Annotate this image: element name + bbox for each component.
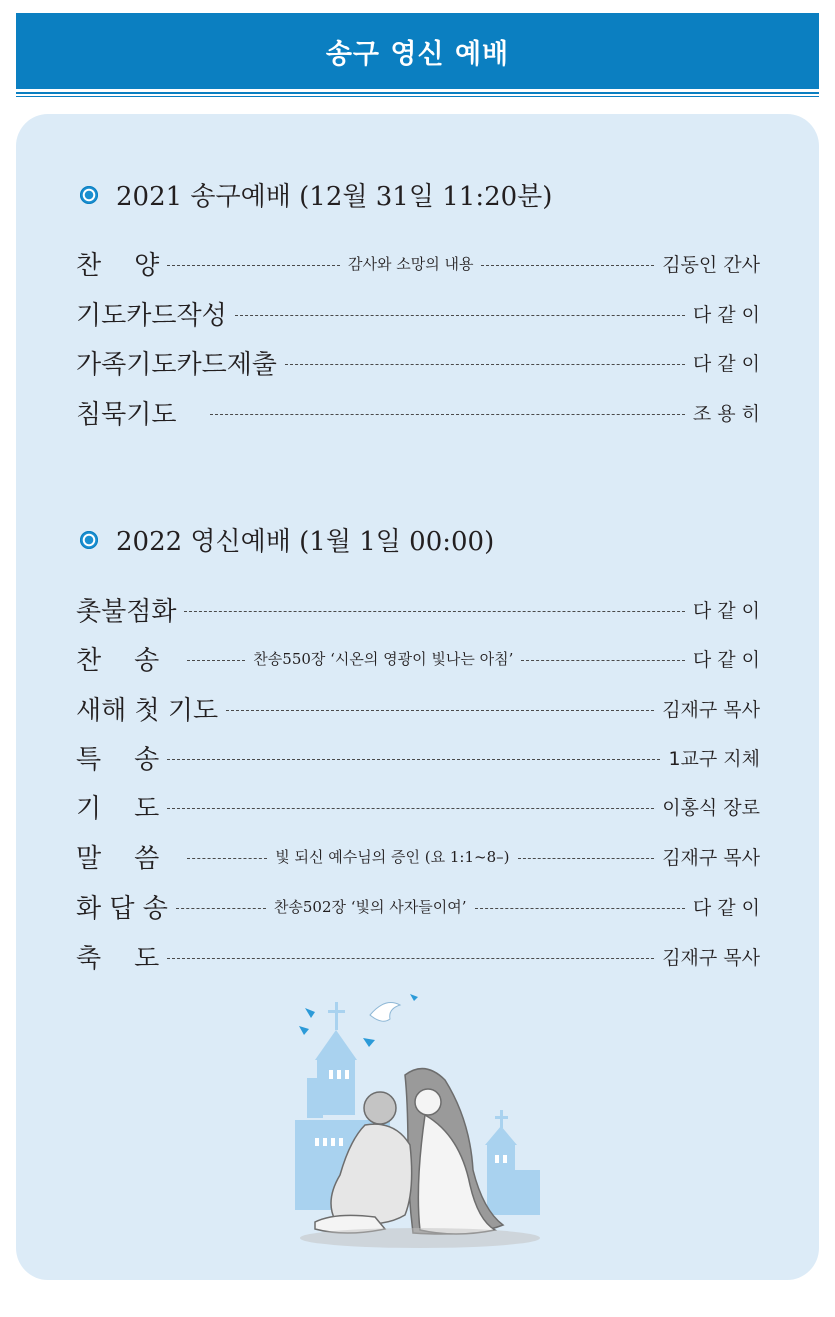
row-value: 김재구 목사	[662, 846, 760, 869]
row-label: 특 송	[76, 744, 160, 775]
program-row	[76, 293, 760, 333]
dot-leader	[176, 908, 266, 909]
row-value: 김재구 목사	[662, 946, 760, 969]
section-title-text: 2021 송구예배 (12월 31일 11:20분)	[116, 182, 553, 212]
dot-leader	[235, 315, 685, 316]
row-value: 1교구 지체	[668, 747, 760, 770]
bullet-icon	[80, 186, 98, 204]
row-label: 기도카드작성	[76, 300, 227, 331]
dot-leader	[167, 958, 654, 959]
dot-leader	[210, 414, 684, 415]
row-label: 새해 첫 기도	[76, 695, 219, 726]
mary-child-prayer-illustration-icon	[285, 990, 555, 1255]
dot-leader	[167, 265, 340, 266]
dot-leader	[475, 908, 685, 909]
header-divider-thin	[16, 96, 819, 97]
section-title-text: 2022 영신예배 (1월 1일 00:00)	[116, 527, 495, 557]
row-label: 화 답 송	[76, 893, 168, 924]
row-label: 촛불점화	[76, 596, 177, 627]
dot-leader	[521, 660, 684, 661]
bullet-icon	[80, 531, 98, 549]
dot-leader	[518, 858, 655, 859]
dot-leader	[167, 759, 660, 760]
row-description: 찬송502장 ‘빛의 사자들이여’	[273, 897, 467, 916]
program-row	[76, 392, 760, 432]
row-value: 다 같 이	[692, 648, 760, 671]
row-value: 김재구 목사	[662, 698, 760, 721]
section-title-2022	[80, 521, 494, 558]
row-value: 김동인 간사	[662, 253, 761, 276]
row-value: 다 같 이	[692, 599, 760, 622]
dot-leader	[481, 265, 654, 266]
row-label: 찬 송	[76, 645, 160, 676]
row-value: 다 같 이	[692, 303, 760, 326]
row-label: 가족기도카드제출	[76, 349, 277, 380]
program-row	[76, 638, 760, 678]
dot-leader	[285, 364, 685, 365]
row-label: 침묵기도	[76, 399, 177, 430]
dot-leader	[167, 808, 654, 809]
dot-leader	[187, 858, 267, 859]
dot-leader	[184, 611, 684, 612]
row-value: 다 같 이	[692, 352, 760, 375]
program-row	[76, 243, 760, 283]
program-row	[76, 936, 760, 976]
row-description: 감사와 소망의 내용	[348, 254, 474, 273]
dot-leader	[187, 660, 245, 661]
row-value: 조 용 히	[692, 402, 760, 425]
program-row	[76, 836, 760, 876]
header-divider	[16, 92, 819, 94]
row-label: 찬 양	[76, 250, 160, 281]
page-header	[16, 13, 819, 89]
row-label: 축 도	[76, 943, 160, 974]
program-row	[76, 886, 760, 926]
row-description: 빛 되신 예수님의 증인 (요 1:1~8–)	[275, 847, 510, 866]
page-title: 송구 영신 예배	[325, 38, 510, 70]
row-value: 이홍식 장로	[662, 796, 760, 819]
program-row	[76, 688, 760, 728]
program-row	[76, 737, 760, 777]
program-row	[76, 589, 760, 629]
program-row	[76, 786, 760, 826]
row-label: 말 씀	[76, 843, 160, 874]
program-row	[76, 342, 760, 382]
dot-leader	[226, 710, 654, 711]
row-value: 다 같 이	[692, 896, 760, 919]
row-description: 찬송550장 ‘시온의 영광이 빛나는 아침’	[253, 649, 514, 668]
row-label: 기 도	[76, 793, 160, 824]
section-title-2021	[80, 176, 552, 213]
